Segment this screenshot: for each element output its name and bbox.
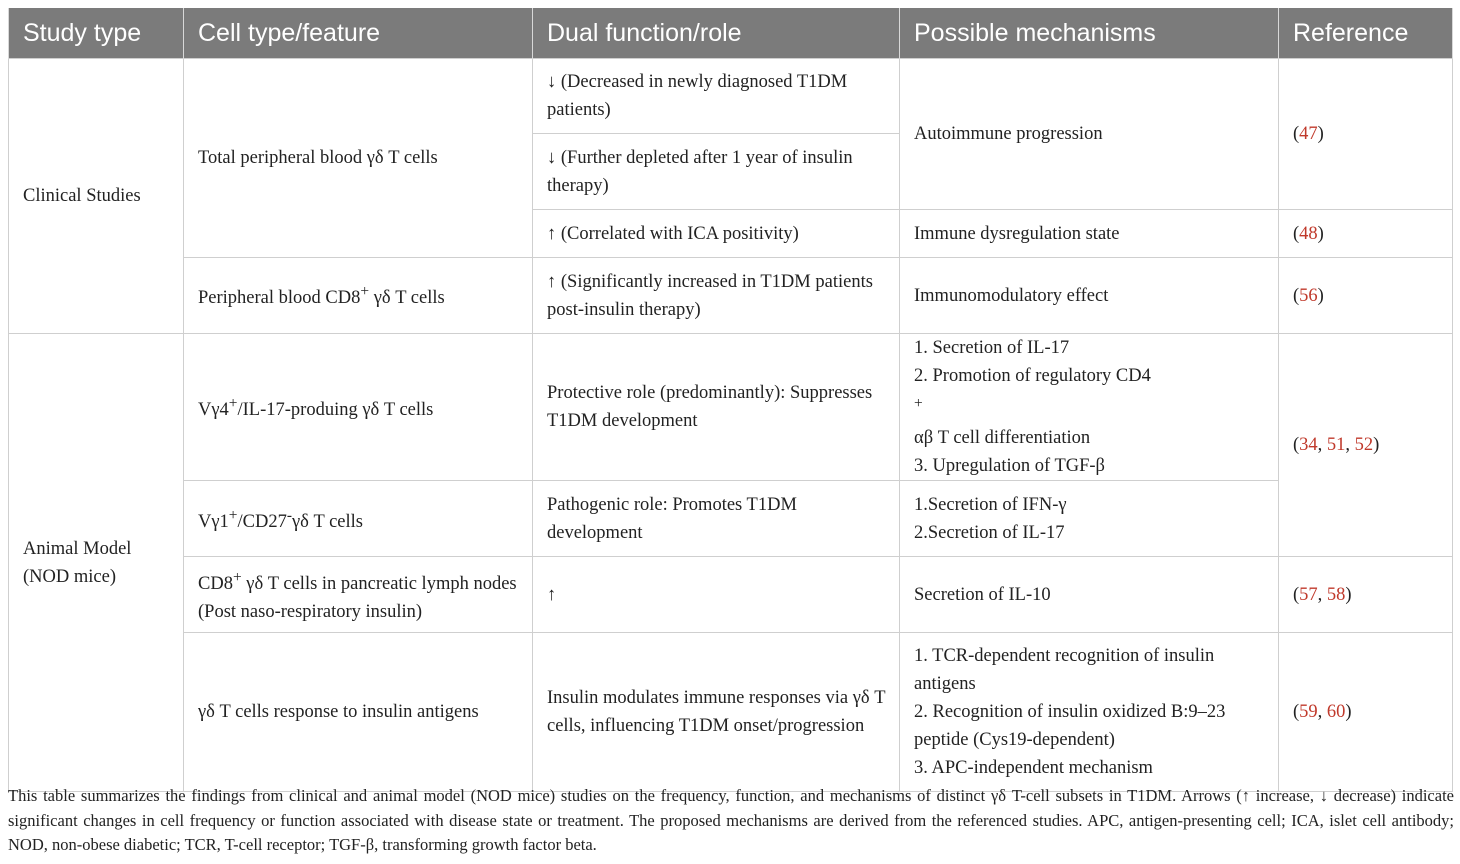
role-insulin: Insulin modulates immune responses via γδ T cells, influencing T1DM onset/progression <box>533 633 900 792</box>
table-footnote: This table summarizes the findings from clinical and animal model (NOD mice) studies on the frequency, function, and mechanisms of distinct γδ T-cell subsets in T1DM. Arrows (↑ increase, ↓ decrease) indicate significant changes in cell frequency or function associated with disease state or treatment. The proposed mechanisms are derived from the referenced studies. APC, antigen-presenting cell; ICA, islet cell antibody; NOD, non-obese diabetic; TCR, T-cell receptor; TGF-β, transforming growth factor beta. <box>8 786 1454 854</box>
cell-cd8-peripheral: Peripheral blood CD8+ γδ T cells <box>184 258 533 334</box>
ref-link[interactable]: 48 <box>1299 223 1318 244</box>
ref-cell: (47) <box>1279 59 1453 210</box>
role-decreased-new: ↓ (Decreased in newly diagnosed T1DM patients) <box>533 59 900 134</box>
ref-link[interactable]: 58 <box>1326 584 1346 605</box>
table-row <box>9 258 1453 334</box>
role-increased-post: ↑ (Significantly increased in T1DM patients post-insulin therapy) <box>533 258 900 334</box>
ref-link[interactable]: 34 <box>1299 435 1318 456</box>
mech-dysregulation: Immune dysregulation state <box>900 210 1279 258</box>
mech-immunomodulatory: Immunomodulatory effect <box>900 258 1279 334</box>
ref-cell: (48) <box>1279 210 1453 258</box>
ref-link[interactable]: 51 <box>1326 435 1346 456</box>
ref-cell: (59, 60) <box>1279 633 1453 792</box>
ref-link[interactable]: 60 <box>1326 702 1346 723</box>
table-row <box>9 59 1453 134</box>
cell-insulin-response: γδ T cells response to insulin antigens <box>184 633 533 792</box>
mech-il10: Secretion of IL-10 <box>900 557 1279 633</box>
study-type-clinical: Clinical Studies <box>9 59 184 334</box>
ref-link[interactable]: 57 <box>1299 584 1318 605</box>
mech-vg1: 1.Secretion of IFN-γ 2.Secretion of IL-17 <box>900 481 1279 557</box>
cell-vg4: Vγ4+/IL-17-produing γδ T cells <box>184 334 533 481</box>
table-row <box>9 481 1453 557</box>
role-cd8-increase: ↑ <box>533 557 900 633</box>
ref-link[interactable]: 59 <box>1299 702 1318 723</box>
cell-vg1: Vγ1+/CD27-γδ T cells <box>184 481 533 557</box>
ref-cell: (56) <box>1279 258 1453 334</box>
role-ica: ↑ (Correlated with ICA positivity) <box>533 210 900 258</box>
header-study-type: Study type <box>9 8 184 59</box>
header-reference: Reference <box>1279 8 1453 59</box>
ref-link[interactable]: 52 <box>1354 435 1374 456</box>
results-table <box>8 8 1453 792</box>
ref-link[interactable]: 56 <box>1299 285 1318 306</box>
role-depleted: ↓ (Further depleted after 1 year of insulin therapy) <box>533 134 900 210</box>
header-dual-function: Dual function/role <box>533 8 900 59</box>
cell-cd8-pancreatic: CD8+ γδ T cells in pancreatic lymph nodes (Post naso-respiratory insulin) <box>184 557 533 633</box>
table-row <box>9 633 1453 792</box>
cell-total-peripheral: Total peripheral blood γδ T cells <box>184 59 533 258</box>
mech-vg4: 1. Secretion of IL-17 2. Promotion of regulatory CD4 + αβ T cell differentiation 3. Upregulation of TGF-β <box>900 334 1279 481</box>
ref-cell: (57, 58) <box>1279 557 1453 633</box>
mech-insulin: 1. TCR-dependent recognition of insulin antigens 2. Recognition of insulin oxidized B:9–23 peptide (Cys19-dependent) 3. APC-independent mechanism <box>900 633 1279 792</box>
role-protective: Protective role (predominantly): Suppresses T1DM development <box>533 334 900 481</box>
table-row <box>9 557 1453 633</box>
header-mechanisms: Possible mechanisms <box>900 8 1279 59</box>
role-pathogenic: Pathogenic role: Promotes T1DM development <box>533 481 900 557</box>
table-container <box>8 8 1452 792</box>
mech-autoimmune: Autoimmune progression <box>900 59 1279 210</box>
table-row <box>9 334 1453 481</box>
header-row <box>9 8 1453 59</box>
ref-link[interactable]: 47 <box>1299 124 1318 144</box>
ref-cell: (34, 51, 52) <box>1279 334 1453 557</box>
header-cell-type: Cell type/feature <box>184 8 533 59</box>
study-type-animal: Animal Model (NOD mice) <box>9 334 184 792</box>
